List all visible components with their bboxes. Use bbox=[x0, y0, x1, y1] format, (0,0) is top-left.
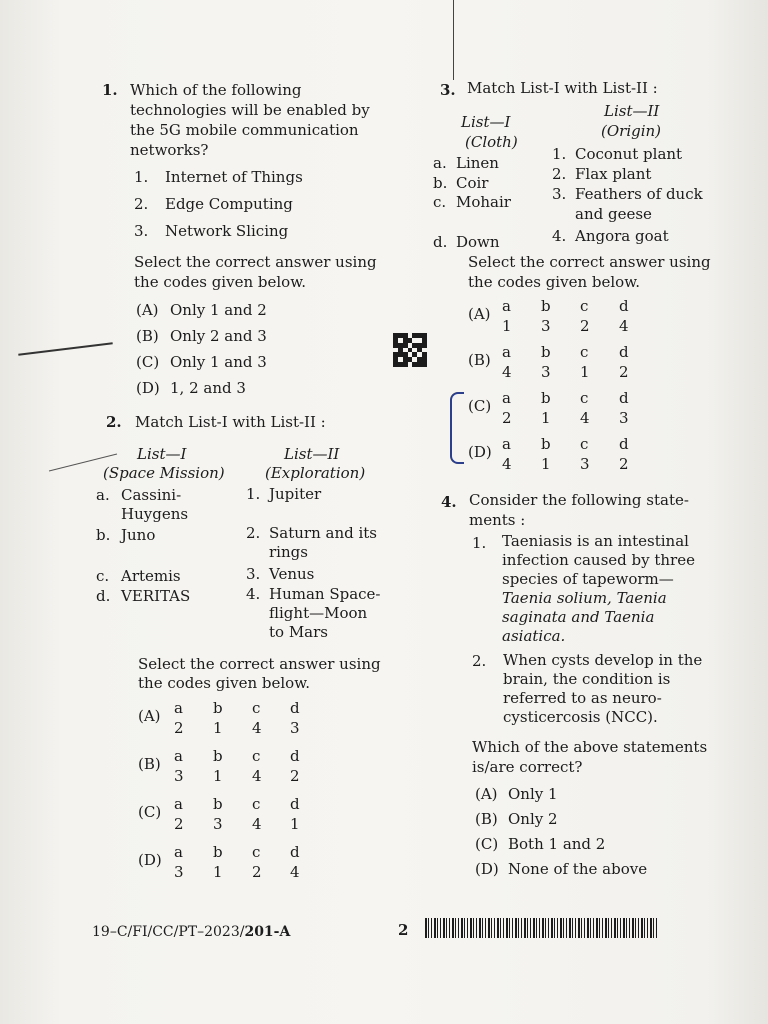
code-letter: b bbox=[213, 795, 223, 813]
option-text: Only 1 bbox=[508, 785, 558, 803]
question-text: Match List-I with List-II : bbox=[135, 413, 326, 431]
question-number: 2. bbox=[106, 413, 122, 431]
code-value: 3 bbox=[619, 409, 629, 427]
code-value: 2 bbox=[174, 815, 184, 833]
list-item: Cassini- bbox=[121, 486, 182, 504]
statement-text: Taenia solium, Taenia bbox=[502, 589, 667, 607]
option-key: (A) bbox=[475, 785, 498, 803]
list-item: Angora goat bbox=[575, 227, 669, 245]
option-text: Only 2 bbox=[508, 810, 558, 828]
statement-text: cysticercosis (NCC). bbox=[503, 708, 658, 726]
qr-code bbox=[393, 333, 427, 367]
list-item: Flax plant bbox=[575, 165, 652, 183]
page-number: 2 bbox=[398, 921, 409, 939]
list-key: 3. bbox=[246, 565, 261, 583]
list-heading: List—II bbox=[284, 445, 340, 463]
code-letter: c bbox=[252, 699, 261, 717]
list-heading: List—I bbox=[461, 113, 511, 131]
code-letter: d bbox=[290, 795, 300, 813]
code-letter: c bbox=[580, 435, 589, 453]
pen-mark bbox=[18, 342, 113, 356]
list-heading: List—I bbox=[137, 445, 187, 463]
statement-text: When cysts develop in the bbox=[503, 651, 703, 669]
code-letter: a bbox=[502, 297, 511, 315]
code-value: 3 bbox=[541, 363, 551, 381]
list-item: Saturn and its bbox=[269, 524, 378, 542]
paper-code: 19–C/FI/CC/PT–2023/201-A bbox=[92, 924, 291, 940]
option-key: (A) bbox=[136, 301, 159, 319]
list-key: 4. bbox=[246, 585, 261, 603]
code-value: 3 bbox=[580, 455, 590, 473]
statement-number: 1. bbox=[472, 534, 487, 552]
list-heading: (Cloth) bbox=[465, 133, 518, 151]
code-value: 4 bbox=[252, 767, 262, 785]
question-text: technologies will be enabled by bbox=[130, 101, 370, 119]
code-value: 1 bbox=[541, 409, 551, 427]
statement-text: Taeniasis is an intestinal bbox=[502, 532, 689, 550]
code-letter: a bbox=[502, 343, 511, 361]
code-letter: a bbox=[174, 795, 183, 813]
list-item: Coir bbox=[456, 174, 489, 192]
code-letter: a bbox=[174, 747, 183, 765]
statement-text: asiatica. bbox=[502, 627, 566, 645]
list-item: flight—Moon bbox=[269, 604, 368, 622]
code-value: 1 bbox=[213, 767, 223, 785]
code-value: 2 bbox=[290, 767, 300, 785]
list-key: c. bbox=[96, 567, 110, 585]
option-text: Only 2 and 3 bbox=[170, 327, 267, 345]
option-key: (D) bbox=[475, 860, 499, 878]
statement-number: 2. bbox=[472, 652, 487, 670]
code-letter: b bbox=[213, 747, 223, 765]
code-value: 3 bbox=[541, 317, 551, 335]
list-key: 2. bbox=[246, 524, 261, 542]
code-letter: a bbox=[174, 699, 183, 717]
code-value: 3 bbox=[174, 767, 184, 785]
option-key: (B) bbox=[138, 755, 161, 773]
option-key: (C) bbox=[468, 397, 492, 415]
option-key: (D) bbox=[468, 443, 492, 461]
code-letter: c bbox=[580, 343, 589, 361]
list-heading: List—II bbox=[604, 102, 660, 120]
code-value: 1 bbox=[502, 317, 512, 335]
code-value: 4 bbox=[252, 719, 262, 737]
code-letter: b bbox=[541, 435, 551, 453]
item-text: Network Slicing bbox=[165, 222, 289, 240]
list-key: 3. bbox=[552, 185, 567, 203]
instruction: Select the correct answer using bbox=[134, 253, 377, 271]
list-item: and geese bbox=[575, 205, 652, 223]
list-key: a. bbox=[433, 154, 447, 172]
option-text: None of the above bbox=[508, 860, 648, 878]
code-value: 1 bbox=[213, 863, 223, 881]
statement-text: species of tapeworm— bbox=[502, 570, 674, 588]
code-value: 4 bbox=[290, 863, 300, 881]
list-item: rings bbox=[269, 543, 308, 561]
list-key: d. bbox=[433, 233, 448, 251]
code-letter: d bbox=[619, 435, 629, 453]
list-item: Mohair bbox=[456, 193, 511, 211]
option-key: (C) bbox=[138, 803, 162, 821]
list-item: Human Space- bbox=[269, 585, 381, 603]
instruction: Select the correct answer using bbox=[468, 253, 711, 271]
option-key: (D) bbox=[138, 851, 162, 869]
item-text: Edge Computing bbox=[165, 195, 293, 213]
code-letter: d bbox=[290, 699, 300, 717]
option-key: (B) bbox=[475, 810, 498, 828]
code-value: 2 bbox=[580, 317, 590, 335]
list-item: Huygens bbox=[121, 505, 189, 523]
code-letter: c bbox=[580, 297, 589, 315]
option-key: (A) bbox=[138, 707, 161, 725]
option-key: (C) bbox=[136, 353, 160, 371]
instruction: the codes given below. bbox=[134, 273, 307, 291]
code-value: 3 bbox=[213, 815, 223, 833]
code-letter: b bbox=[213, 699, 223, 717]
question-text: ments : bbox=[469, 511, 526, 529]
statement-text: infection caused by three bbox=[502, 551, 695, 569]
code-letter: a bbox=[502, 389, 511, 407]
list-item: Juno bbox=[121, 526, 156, 544]
list-item: Linen bbox=[456, 154, 499, 172]
question-number: 1. bbox=[102, 81, 118, 99]
option-key: (C) bbox=[475, 835, 499, 853]
instruction: the codes given below. bbox=[468, 273, 641, 291]
code-value: 4 bbox=[502, 363, 512, 381]
code-letter: c bbox=[580, 389, 589, 407]
item-number: 2. bbox=[134, 195, 149, 213]
list-key: 4. bbox=[552, 227, 567, 245]
option-text: Only 1 and 2 bbox=[170, 301, 267, 319]
code-value: 1 bbox=[541, 455, 551, 473]
instruction: the codes given below. bbox=[138, 674, 311, 692]
code-value: 2 bbox=[619, 363, 629, 381]
list-heading: (Origin) bbox=[601, 122, 662, 140]
code-letter: c bbox=[252, 843, 261, 861]
question-text: Consider the following state- bbox=[469, 491, 689, 509]
code-value: 2 bbox=[502, 409, 512, 427]
question-number: 4. bbox=[441, 493, 457, 511]
question-number: 3. bbox=[440, 81, 456, 99]
code-value: 2 bbox=[619, 455, 629, 473]
list-item: Down bbox=[456, 233, 500, 251]
option-key: (A) bbox=[468, 305, 491, 323]
option-text: 1, 2 and 3 bbox=[170, 379, 246, 397]
statement-text: referred to as neuro- bbox=[503, 689, 662, 707]
item-number: 1. bbox=[134, 168, 149, 186]
list-item: VERITAS bbox=[121, 587, 191, 605]
code-letter: b bbox=[213, 843, 223, 861]
code-value: 1 bbox=[580, 363, 590, 381]
instruction: Select the correct answer using bbox=[138, 655, 381, 673]
item-number: 3. bbox=[134, 222, 149, 240]
code-value: 3 bbox=[174, 863, 184, 881]
list-item: Jupiter bbox=[269, 485, 322, 503]
list-key: 1. bbox=[246, 485, 261, 503]
list-key: b. bbox=[96, 526, 111, 544]
barcode bbox=[425, 918, 657, 938]
option-key: (B) bbox=[468, 351, 491, 369]
statement-text: saginata and Taenia bbox=[502, 608, 655, 626]
code-letter: b bbox=[541, 297, 551, 315]
code-letter: a bbox=[174, 843, 183, 861]
list-key: 1. bbox=[552, 145, 567, 163]
code-value: 1 bbox=[290, 815, 300, 833]
code-letter: d bbox=[619, 297, 629, 315]
question-text: Which of the following bbox=[130, 81, 302, 99]
question-text: networks? bbox=[130, 141, 209, 159]
code-letter: d bbox=[619, 343, 629, 361]
statement-text: brain, the condition is bbox=[503, 670, 671, 688]
handwritten-bracket bbox=[450, 392, 464, 464]
code-letter: c bbox=[252, 747, 261, 765]
option-key: (B) bbox=[136, 327, 159, 345]
code-letter: a bbox=[502, 435, 511, 453]
instruction: is/are correct? bbox=[472, 758, 583, 776]
code-value: 1 bbox=[213, 719, 223, 737]
code-letter: d bbox=[290, 843, 300, 861]
list-heading: (Space Mission) bbox=[103, 464, 225, 482]
list-key: 2. bbox=[552, 165, 567, 183]
instruction: Which of the above statements bbox=[472, 738, 708, 756]
option-key: (D) bbox=[136, 379, 160, 397]
list-key: c. bbox=[433, 193, 447, 211]
code-value: 2 bbox=[174, 719, 184, 737]
code-letter: c bbox=[252, 795, 261, 813]
list-item: Coconut plant bbox=[575, 145, 683, 163]
list-item: to Mars bbox=[269, 623, 328, 641]
code-value: 4 bbox=[619, 317, 629, 335]
option-text: Both 1 and 2 bbox=[508, 835, 606, 853]
code-letter: b bbox=[541, 343, 551, 361]
list-heading: (Exploration) bbox=[265, 464, 366, 482]
list-item: Feathers of duck bbox=[575, 185, 703, 203]
list-item: Venus bbox=[269, 565, 315, 583]
code-letter: d bbox=[619, 389, 629, 407]
list-key: b. bbox=[433, 174, 448, 192]
list-item: Artemis bbox=[121, 567, 181, 585]
item-text: Internet of Things bbox=[165, 168, 303, 186]
code-value: 2 bbox=[252, 863, 262, 881]
list-key: d. bbox=[96, 587, 111, 605]
code-letter: b bbox=[541, 389, 551, 407]
list-key: a. bbox=[96, 486, 110, 504]
question-text: the 5G mobile communication bbox=[130, 121, 359, 139]
code-value: 4 bbox=[580, 409, 590, 427]
code-value: 4 bbox=[502, 455, 512, 473]
question-text: Match List-I with List-II : bbox=[467, 79, 658, 97]
code-letter: d bbox=[290, 747, 300, 765]
fold-line bbox=[453, 0, 454, 80]
option-text: Only 1 and 3 bbox=[170, 353, 267, 371]
code-value: 3 bbox=[290, 719, 300, 737]
code-value: 4 bbox=[252, 815, 262, 833]
